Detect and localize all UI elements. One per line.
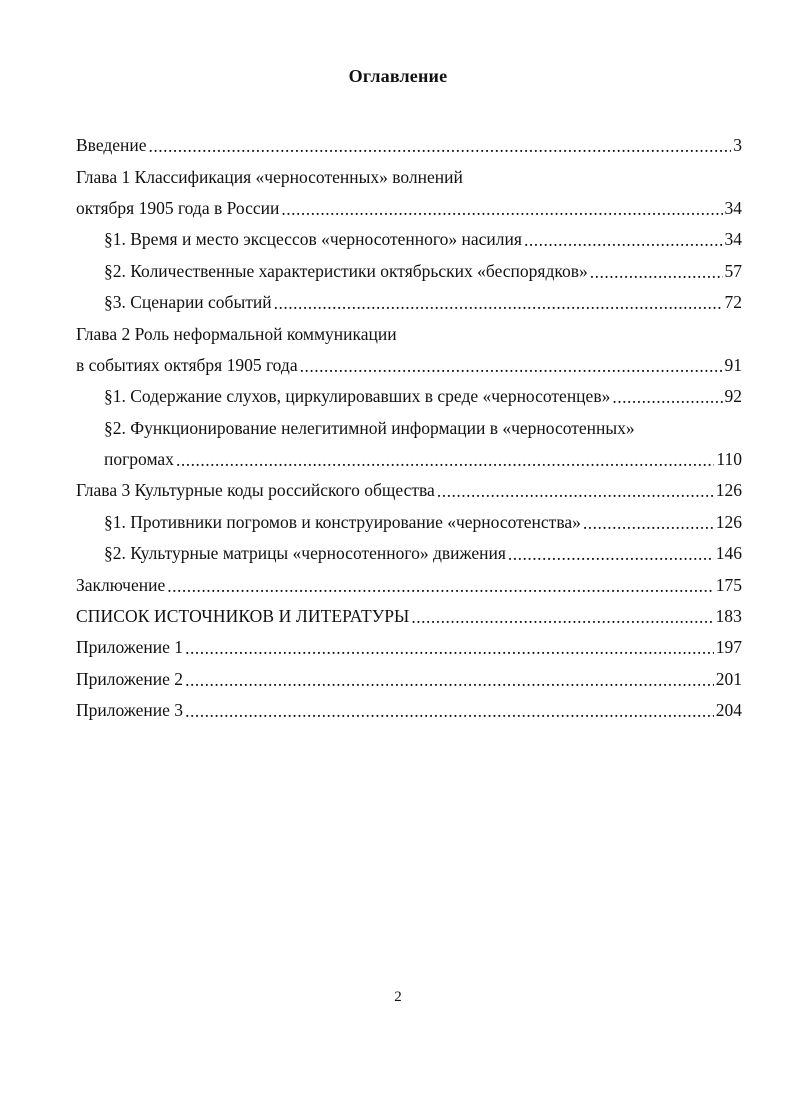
toc-entry-page: 126 — [715, 511, 742, 532]
page-number: 2 — [394, 989, 402, 1005]
toc-entry-chapter-2-heading — [76, 318, 742, 349]
dot-leader — [300, 356, 723, 377]
toc-entry-text: в событиях октября 1905 года — [76, 354, 298, 375]
dot-leader — [583, 513, 714, 534]
toc-entry-chapter-2 — [76, 350, 742, 381]
toc-entry-ch3-section-1 — [76, 507, 742, 538]
toc-entry-page: 197 — [715, 637, 742, 658]
dot-leader — [274, 293, 723, 314]
toc-entry-page: 110 — [716, 449, 742, 470]
dot-leader — [149, 136, 732, 157]
dot-leader — [185, 638, 714, 659]
toc-entry-sources-and-literature — [76, 601, 742, 632]
toc-entry-page: 183 — [715, 606, 742, 627]
dot-leader — [185, 670, 714, 691]
toc-entry-ch1-section-3 — [76, 287, 742, 318]
toc-entry-text: Приложение 1 — [76, 637, 184, 658]
dot-leader — [281, 199, 722, 220]
dot-leader — [612, 387, 722, 408]
toc-entry-text: октября 1905 года в России — [76, 197, 280, 218]
toc-entry-text: Приложение 3 — [76, 700, 184, 721]
toc-entry-text: Приложение 2 — [76, 668, 184, 689]
toc-entry-appendix-3 — [76, 695, 742, 726]
toc-entry-ch1-section-2 — [76, 256, 742, 287]
toc-entry-text: §2. Культурные матрицы «черносотенного» движения — [104, 543, 506, 564]
toc-entry-page: 92 — [724, 386, 742, 407]
toc-entry-chapter-1-heading — [76, 161, 742, 192]
toc-entry-page: 57 — [724, 260, 742, 281]
toc-entry-text: Глава 2 Роль неформальной коммуникации — [76, 323, 397, 344]
toc-entry-ch3-section-2 — [76, 538, 742, 569]
toc-entry-text: §1. Содержание слухов, циркулировавших в среде «черносотенцев» — [104, 386, 611, 407]
toc-entry-appendix-2 — [76, 664, 742, 695]
toc-entry-text: СПИСОК ИСТОЧНИКОВ И ЛИТЕРАТУРЫ — [76, 606, 410, 627]
toc-entry-page: 126 — [715, 480, 742, 501]
dot-leader — [590, 262, 723, 283]
toc-entry-page: 91 — [724, 354, 742, 375]
toc-title: Оглавление — [348, 66, 448, 86]
toc-entry-page: 175 — [715, 574, 742, 595]
toc-entry-chapter-3 — [76, 475, 742, 506]
dot-leader — [524, 230, 723, 251]
dot-leader — [176, 450, 714, 471]
toc-entry-page: 3 — [733, 135, 742, 156]
toc-entry-text: погромах — [104, 449, 174, 470]
toc-entry-page: 204 — [715, 700, 742, 721]
toc-entry-page: 201 — [715, 668, 742, 689]
toc-entry-text: §2. Количественные характеристики октябрьских «беспорядков» — [104, 260, 588, 281]
dot-leader — [508, 544, 714, 565]
toc-entry-introduction — [76, 130, 742, 161]
toc-entry-page: 146 — [715, 543, 742, 564]
toc-entry-page: 72 — [724, 292, 742, 313]
toc-entry-conclusion — [76, 569, 742, 600]
toc-entry-text: §3. Сценарии событий — [104, 292, 272, 313]
toc-entry-ch1-section-1 — [76, 224, 742, 255]
toc-entry-ch2-section-2-heading — [76, 413, 742, 444]
toc-entry-page: 34 — [724, 197, 742, 218]
toc-entry-appendix-1 — [76, 632, 742, 663]
toc-entry-ch2-section-2 — [76, 444, 742, 475]
toc-entry-chapter-1 — [76, 193, 742, 224]
toc-entry-ch2-section-1 — [76, 381, 742, 412]
dot-leader — [167, 576, 714, 597]
toc-entry-text: Глава 3 Культурные коды российского общества — [76, 480, 435, 501]
table-of-contents — [76, 130, 742, 726]
toc-entry-text: Глава 1 Классификация «черносотенных» волнений — [76, 166, 463, 187]
toc-entry-text: Заключение — [76, 574, 166, 595]
toc-entry-text: §2. Функционирование нелегитимной информации в «черносотенных» — [104, 417, 635, 438]
dot-leader — [411, 607, 713, 628]
dot-leader — [185, 701, 714, 722]
toc-entry-text: Введение — [76, 135, 147, 156]
toc-entry-text: §1. Противники погромов и конструирование «черносотенства» — [104, 511, 581, 532]
toc-entry-text: §1. Время и место эксцессов «черносотенного» насилия — [104, 229, 522, 250]
dot-leader — [437, 481, 714, 502]
toc-entry-page: 34 — [724, 229, 742, 250]
